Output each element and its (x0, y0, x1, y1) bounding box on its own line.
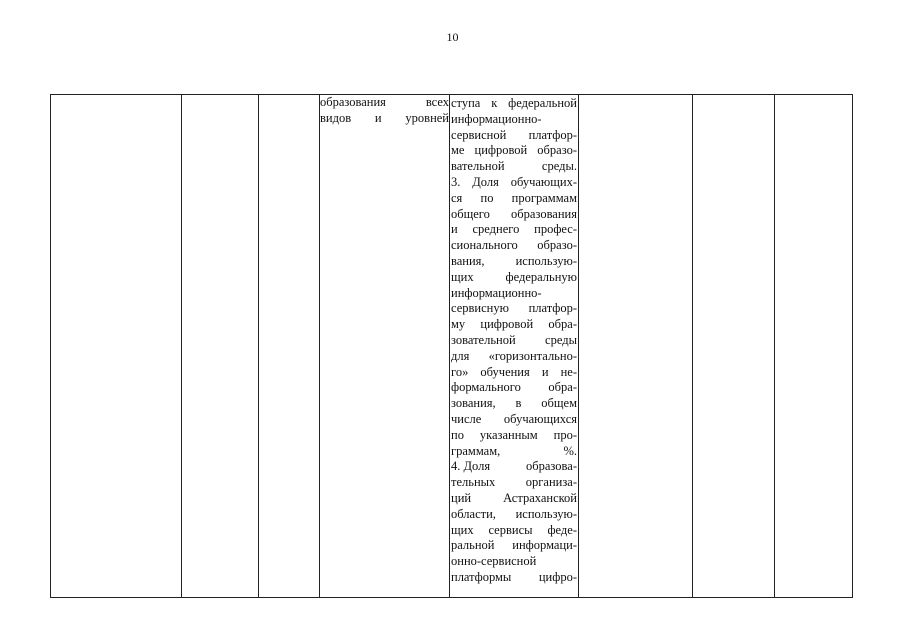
text-line (451, 159, 577, 175)
text-word: образова- (526, 459, 577, 474)
text-line (451, 317, 577, 333)
text-line (451, 143, 577, 159)
text-line (451, 207, 577, 223)
text-line (451, 191, 577, 207)
text-word: ме цифровой образо- (451, 143, 577, 158)
table-cell-2 (182, 95, 259, 598)
text-line (451, 428, 577, 444)
data-table (50, 94, 853, 598)
text-line (451, 475, 577, 491)
text-word: Астраханской (503, 490, 577, 505)
text-word: общего образования (451, 206, 577, 221)
text-line (451, 222, 577, 238)
text-word: вательной среды. (451, 159, 577, 174)
text-word: онно-сервисной (451, 554, 537, 569)
text-word: вания, (451, 253, 485, 268)
text-line (320, 95, 449, 111)
text-word: цифро- (538, 569, 577, 584)
text-line (451, 301, 577, 317)
text-word: щих сервисы феде- (451, 522, 577, 537)
text-word: зовательной (451, 332, 516, 347)
text-line (451, 349, 577, 365)
text-line (451, 523, 577, 539)
table-cell-1 (51, 95, 182, 598)
text-line (451, 96, 577, 112)
table-cell-6 (579, 95, 693, 598)
text-word: ступа к федеральной (451, 96, 577, 110)
text-word: сервисной (451, 127, 507, 142)
text-word: сионального образо- (451, 238, 577, 253)
table-cell-3 (259, 95, 320, 598)
text-word: использую- (515, 253, 577, 268)
table-cell-7 (693, 95, 775, 598)
text-word: граммам, %. (451, 443, 577, 458)
text-word: информационно- (451, 111, 542, 126)
table-row (51, 95, 853, 598)
text-line (451, 396, 577, 412)
text-word: образования (320, 95, 386, 109)
text-word: программам (511, 190, 577, 205)
text-word: го» обучения и не- (451, 364, 577, 379)
text-word: числе обучающихся (451, 411, 577, 426)
text-word: ций (451, 490, 472, 505)
text-word: ся (451, 190, 463, 205)
text-word: ральной информаци- (451, 538, 577, 553)
text-line (451, 286, 577, 302)
text-word: видов и уровней (320, 110, 449, 125)
text-line (451, 444, 577, 460)
text-line (451, 238, 577, 254)
goal-text (320, 95, 449, 127)
text-line (451, 380, 577, 396)
text-word: 3. Доля обучающих- (451, 174, 577, 189)
text-line (451, 128, 577, 144)
text-word: платформы (451, 569, 512, 584)
text-line (451, 412, 577, 428)
text-line (451, 554, 577, 570)
text-word: для «горизонтально- (451, 348, 577, 363)
text-line (451, 459, 577, 475)
table-cell-8 (775, 95, 853, 598)
text-word: зования, (451, 396, 496, 411)
text-word: формального (451, 380, 521, 395)
indicators-text (451, 96, 577, 586)
text-word: тельных (451, 475, 496, 490)
table-cell-indicators (450, 95, 579, 598)
text-line (451, 570, 577, 586)
text-line (451, 538, 577, 554)
text-word: 4. Доля (451, 459, 491, 474)
table-cell-goal (320, 95, 450, 598)
text-line (451, 175, 577, 191)
text-word: по указанным про- (451, 427, 577, 442)
text-word: платфор- (528, 127, 577, 142)
text-line (451, 365, 577, 381)
text-word: и среднего профес- (451, 222, 577, 237)
text-line (451, 507, 577, 523)
text-word: обра- (548, 380, 577, 395)
page-number: 10 (446, 30, 459, 44)
text-line (451, 491, 577, 507)
text-line (451, 112, 577, 128)
text-word: организа- (525, 475, 577, 490)
text-word: информационно- (451, 285, 542, 300)
text-line (451, 270, 577, 286)
text-line (451, 254, 577, 270)
text-word: в (515, 396, 522, 411)
text-word: по (480, 190, 494, 205)
text-word: общем (541, 396, 577, 411)
text-word: области, использую- (451, 506, 577, 521)
text-word: среды (545, 332, 577, 347)
text-line (320, 111, 449, 127)
text-word: щих (451, 269, 474, 284)
text-word: сервисную платфор- (451, 301, 577, 316)
text-word: му цифровой обра- (451, 317, 577, 332)
text-word: федеральную (505, 269, 577, 284)
text-word: всех (425, 95, 449, 109)
text-line (451, 333, 577, 349)
